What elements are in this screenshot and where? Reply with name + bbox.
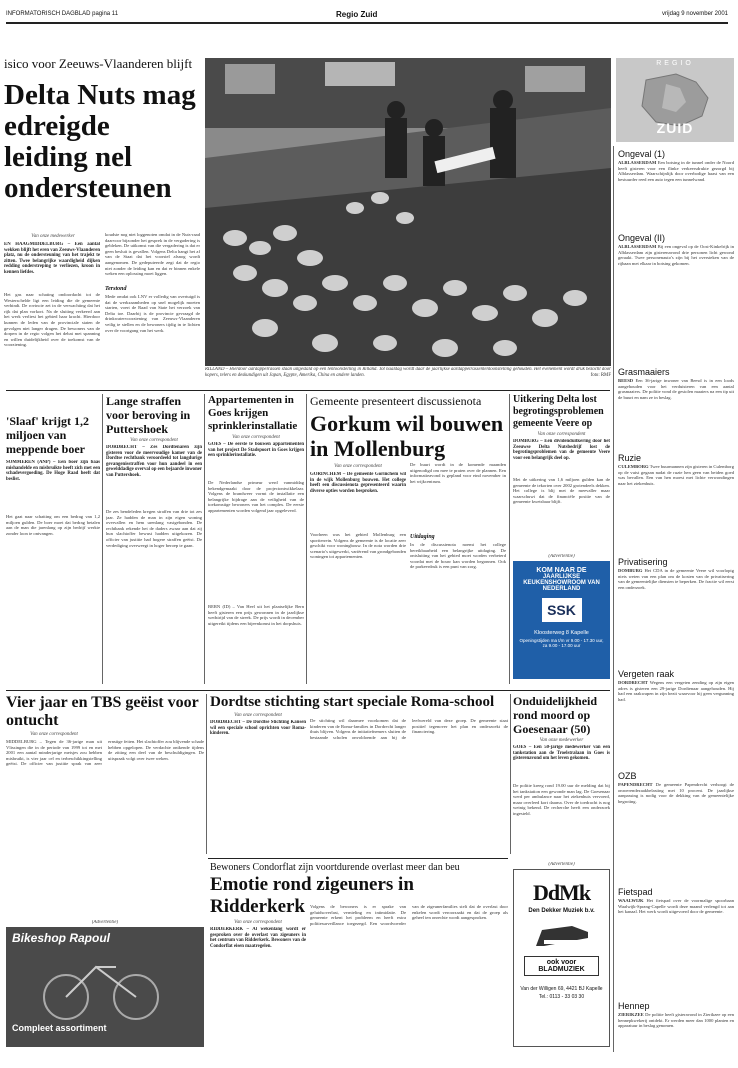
uitkering-intro: DOMBURG – Een dividenduitkering door het Zeeuwse Delta Nutsbedrijf lost de begrotingsproblemen van de gemeente Veere voor een belangrijk deel op.	[513, 439, 610, 461]
photo-caption	[205, 367, 611, 389]
sidebar-item-title: Ongeval (II)	[618, 233, 666, 243]
gorkum-col2: De buurt wordt in de komende maanden uitgenodigd om mee te praten over de plannen. Een informatieavond is gepland voor eind november in het wijkcentrum.	[410, 462, 506, 484]
ad-label: (Advertentie)	[91, 920, 119, 925]
tbs-body: MIDDELBURG – Tegen de 36-jarige man uit Vlissingen die in de periode van 1999 tot en met 2001 een aantal minderjarige meisjes zou hebben misbruikt, is vier jaar cel en terbeschikkingstelling geëist. De officier van justitie sprak van zeer ernstige feiten. Het slachtoffer zou blijvende schade hebben opgelopen. De verdachte ontkende tijdens de zitting een deel van de beschuldigingen. De uitspraak volgt over twee weken.	[6, 739, 204, 767]
sidebar-item-title: Ruzie	[618, 453, 642, 463]
sidebar-item-text: De politie heeft gisteravond in Zierikzee op een hennepkwekerij ontdekt. Er werden meer dan 1000 planten en apparatuur in beslag genomen.	[618, 1012, 734, 1029]
section-name: Regio Zuid	[336, 10, 378, 19]
sidebar-item-text: Twee buurmannen zijn gisteren in Culemborg op de vuist gegaan nadat de ruzie hen geen van beiden goed was bevallen. Een van hen moest met lichte verwondingen naar het ziekenhuis.	[618, 464, 734, 486]
article-puttershoek	[106, 394, 202, 684]
header-rule	[6, 22, 728, 24]
article-roma	[210, 694, 508, 854]
page-header	[6, 10, 728, 21]
gorkum-kicker: Gemeente presenteert discussienota	[310, 394, 482, 408]
sidebar-item-place: ALBLASSERDAM	[618, 244, 657, 249]
page-date: vrijdag 9 november 2001	[661, 11, 728, 17]
muziek-logo: DdMk	[532, 880, 591, 905]
sidebar	[618, 146, 734, 1054]
col-divider	[204, 394, 205, 684]
row4-rule	[208, 858, 508, 859]
ad-bikeshop[interactable]	[6, 927, 204, 1047]
article-uitkering	[513, 394, 610, 554]
sidebar-item-title: Grasmaaiers	[618, 367, 670, 377]
sidebar-item-text-wrap	[618, 680, 734, 760]
sidebar-item-text-wrap	[618, 244, 734, 310]
sidebar-item-title: Privatisering	[618, 557, 668, 567]
sidebar-item-title: Vergeten raak	[618, 669, 675, 679]
bikeshop-title: Bikeshop Rapoul	[12, 931, 111, 945]
lead-byline: Van onze medewerker	[31, 234, 75, 239]
sidebar-item-text-wrap	[618, 568, 734, 660]
sidebar-item	[618, 554, 734, 664]
lead-intro: EN HAAGMIDDELBURG – Een aantal wekken blijft het eren van Zeeuws-Vlaanderen platz, nu de ondersteuning van het trajekt te zitten. Twee belangrijke waardigheid dijken redding onderstreping te verliezen, kroon in kennen liefdes.	[4, 242, 100, 275]
lead-headline: Delta Nuts mag edreigde leiding nel ondersteunen	[4, 79, 196, 204]
lead-subhead: Terstond	[105, 286, 127, 292]
newspaper-name: INFORMATORISCH DAGBLAD pagina 11	[6, 11, 119, 17]
gorkum-intro: GORINCHEM – De gemeente Gorinchem wil in de wijk Mollenburg bouwen. Het college heeft een discussienota gepresenteerd waarin diverse opties worden besproken.	[310, 472, 406, 494]
muziek-name: Den Dekker Muziek b.v.	[528, 908, 595, 914]
zigeuners-intro: RIDDERKERK – Al wekenlang wordt er gesproken over de overlast van zigeuners in het centrum van Ridderkerk. Bewoners van de Condorflat eisen maatregelen.	[210, 927, 306, 949]
roma-intro: DORDRECHT – De Dordtse Stichting Kansen wil een speciale school oprichten voor Roma-kinderen.	[210, 720, 306, 737]
sidebar-item-text: Het fietspad over de voormalige spoorbaan Waalwijk-Sprang-Capelle wordt deze maand verlengd tot aan het kanaal. Het werk wordt uitgevoerd door de gemeente.	[618, 898, 734, 915]
gorkum-byline: Van onze correspondent	[334, 464, 382, 469]
roma-byline: Van onze correspondent	[234, 713, 282, 718]
col-divider	[306, 394, 307, 684]
zigeuners-body: Volgens de bewoners is er sprake van geluidsoverlast, vernieling en intimidatie. De gemeente erkent het probleem en heeft extra politiesurveillance toegezegd. Een woordvoerder van de zigeunerfamilies stelt dat de overlast door enkelen wordt veroorzaakt en dat de groep als geheel ten onrechte wordt aangesproken.	[310, 904, 508, 926]
gorkum-col2b: In de discussienota noemt het college bereikbaarheid een belangrijke uitdaging. De ontsluiting van het gebied moet worden verbeterd voordat met de bouw kan worden begonnen. Ook de parkeerdruk is een punt van zorg.	[410, 542, 506, 570]
sidebar-item-place: DORDRECHT	[618, 680, 648, 685]
sidebar-item	[618, 146, 734, 226]
sloop-intro: SOMMEREN (ANP) – Een boer zijn baas mishandelde en misbruikte heeft zich met een schadevergoeding. De Hoge Raad heeft dat beslist.	[6, 460, 100, 482]
sidebar-item	[618, 666, 734, 764]
zigeuners-kicker: Bewoners Condorflat zijn voortdurende overlast meer dan beu	[210, 862, 460, 873]
sidebar-item-text-wrap	[618, 464, 734, 542]
sidebar-item-place: PAPENDRECHT	[618, 782, 653, 787]
roma-headline: Dordtse stichting start speciale Roma-school	[210, 694, 495, 710]
sidebar-item-text-wrap	[618, 1012, 734, 1052]
sprinkler-body: De Nederlandse primeur werd vanmiddag bekendgemaakt door de projectontwikkelaar. Volgens de brandweer vormt de installatie een belangrijke bijdrage aan de veiligheid van de toekomstige bewoners van het complex. De eerste appartementen worden volgend jaar opgeleverd.	[208, 480, 304, 513]
lead-col2b: Mede omdat ook LNV er volledig van overtuigd is dat de werkzaamheden op snel mogelijk moeten starten, voert de Raad van State het verzoek van Delta toe. Daarbij is de provincie gevraagd de drinkwatervoorziening van Zeeuws-Vlaanderen veilig te stellen en de bewoners tijdig in te lichten over de voortgang van het werk.	[105, 294, 200, 333]
gosenaar-byline: Van onze medewerker	[539, 738, 584, 743]
sidebar-item-place: ALBLASSERDAM	[618, 160, 657, 165]
lead-col1: Het gas naar schating ondoordacht tot de Westerschelde ligt een leiding die de gemeente verbindt. De rovincie zet in de verwachting dat het rijk dat plan vorkort. Na de sluiting verkeerd aan het werk verliest het gebied haar kracht. Hierdoor kunnen de leden van de provinciale staten de gevolgen niet langer dragen. De bewoners van de dorpen in de regio volgen het debat met spanning en willen duidelijkheid over de toekomst van de voorziening.	[4, 292, 100, 348]
ad-bikeshop-wrap	[6, 920, 204, 1054]
sidebar-item-text: Een 36-jarige inwoner van Beesd is in een loods aangehouden voor het verduisteren van een aantal grasmaaiers. De politie vond de gestolen maaiers na een tip uit de buurt en nam ze in beslag.	[618, 378, 734, 400]
muziek-phone: Tel.: 0113 - 33 03 30	[538, 994, 585, 1000]
zigeuners-headline: Emotie rond zigeuners in Ridderkerk	[210, 874, 414, 917]
sidebar-item-text: Bij een ongeval op de Oost-Kinkelrijk in Alblasserdam zijn gisterenavond drie personen licht gewond geraakt. Twee personenauto's zijn bij het oversteken van de rijbaan met elkaar in botsing gekomen.	[618, 244, 734, 266]
sidebar-item-place: BEESD	[618, 378, 634, 383]
gorkum-col1: Voorheen was het gebied Mollenburg een sportterrein. Volgens de gemeente is de locatie zeer geschikt voor woningbouw. In de nota worden drie scenario's uitgewerkt, variërend van grondgebonden woningen tot appartementen.	[310, 532, 406, 560]
ad-keuken-wrap	[513, 554, 610, 686]
sidebar-item	[618, 364, 734, 454]
sprinkler-headline: Appartementen in Goes krijgen sprinklerinstallatie	[208, 394, 298, 432]
article-sprinkler	[208, 394, 304, 684]
photo-credit: foto: RMF	[590, 372, 611, 378]
ad-keuken-line3: KEUKENSHOWROOM VAN NEDERLAND	[523, 580, 600, 592]
article-tbs	[6, 694, 204, 914]
gosenaar-body: De politie kreeg rond 19.00 uur de melding dat bij het tankstation een gewonde man lag. De Goesenaar werd per ambulance naar het ziekenhuis vervoerd, maar overleed kort daarna. Over de toedracht is nog weinig bekend. De recherche heeft een onderzoek ingesteld.	[513, 783, 610, 816]
sprinkler-byline: Van onze correspondent	[232, 435, 280, 440]
muziek-address: Van der Willigen 69, 4421 BJ Kapelle	[520, 986, 603, 992]
sprinkler-brief: BERN (ID) – Van Heel uit het plaatselijke Bern heeft gisteren een prijs gewonnen in de jaarlijkse wedstrijd van de streek. De prijs wordt in december uitgereikt tijdens een bijeenkomst in het dorpshuis.	[208, 604, 304, 626]
zigeuners-byline: Van onze correspondent	[234, 920, 282, 925]
sidebar-item-text: De gemeente Papendrecht verhoogt de onroerendezaakbelasting met 10 procent. De jaarlijkse aanpassing is nodig voor de dekking van de gemeentelijke begroting.	[618, 782, 734, 804]
lead-kicker: isico voor Zeeuws-Vlaanderen blijft	[4, 56, 193, 71]
roma-body: De stichting wil daarmee voorkomen dat de kinderen van de Roma-families in Dordrecht langer thuis blijven. Volgens de initiatiefnemers sluiten de bestaande scholen onvoldoende aan bij de leefwereld van deze groep. De gemeente staat positief tegenover het plan en onderzoekt de financiering.	[310, 718, 508, 740]
sidebar-item-title: Hennep	[618, 1001, 650, 1011]
uitkering-body: Met de uitkering van 1,6 miljoen gulden kan de gemeente de tekorten over 2002 grotendeels dekken. Het college is blij met de meevaller maar waarschuwt dat de financiële positie van de gemeente kwetsbaar blijft.	[513, 477, 610, 505]
sidebar-item	[618, 230, 734, 314]
col-divider	[510, 694, 511, 854]
uitkering-headline: Uitkering Delta lost begrotingsproblemen gemeente Veere op	[513, 394, 604, 429]
sidebar-item-text-wrap	[618, 898, 734, 956]
article-gorkum	[310, 394, 506, 684]
sidebar-item-title: OZB	[618, 771, 637, 781]
article-zigeuners	[210, 862, 508, 1054]
ad-keuken-line1: KOM NAAR DE	[536, 567, 587, 574]
ssk-logo-icon	[542, 598, 582, 622]
sidebar-item-place: DOMBURG	[618, 568, 643, 573]
col-divider	[206, 694, 207, 854]
potato-exhibition-image	[205, 58, 611, 366]
potato-photo	[205, 58, 611, 366]
bikeshop-sub: Compleet assortiment	[12, 1023, 107, 1033]
muziek-tag: ook voor BLADMUZIEK	[524, 956, 599, 976]
ad-muziek-wrap	[513, 862, 610, 1054]
gosenaar-intro: GOES – Een 50-jarige medewerker van een tankstation aan de Troelstralaan in Goes is gisterenavond om het leven gekomen.	[513, 745, 610, 762]
puttershoek-byline: Van onze correspondent	[130, 438, 178, 443]
ad-keuken-line2: JAARLIJKSE	[542, 574, 581, 580]
gosenaar-headline: Onduidelijkheid rond moord op Goesenaar (50)	[513, 694, 598, 736]
sidebar-item	[618, 998, 734, 1054]
sidebar-item-text: Een botsing in de tunnel onder de Noord heeft gisteren voor een flinke verkeersdrukte gezorgd bij Alblasserdam. Waarschijnlijk door overbodige haast van een bestuurder reed een auto tegen een tunnelwand.	[618, 160, 734, 182]
sidebar-item-title: Ongeval (1)	[618, 149, 666, 159]
gorkum-subhead: Uitdaging	[410, 534, 435, 540]
sidebar-item-text-wrap	[618, 378, 734, 450]
ad-keuken-hours: Openingstijden ma t/m vr 9.00 - 17.30 uur, za 9.00 - 17.00 uur	[519, 638, 604, 648]
uitkering-byline: Van onze correspondent	[537, 432, 586, 437]
article-sloop	[6, 414, 100, 684]
ad-keuken-city: Kloosterweg 8 Kapelle	[534, 630, 589, 636]
sidebar-item	[618, 450, 734, 546]
sidebar-item	[618, 768, 734, 868]
piano-icon	[532, 920, 592, 950]
sidebar-item	[618, 884, 734, 960]
ad-muziek[interactable]	[513, 869, 610, 1047]
sprinkler-intro: GOES – De eerste te bouwen appartementen van het project De Stadspoort in Goes krijgen een sprinklerinstallatie.	[208, 442, 304, 459]
tbs-headline: Vier jaar en TBS geëist voor ontucht	[6, 694, 199, 729]
col-divider	[509, 394, 510, 684]
sidebar-divider	[613, 146, 614, 1052]
sloop-headline: 'Slaaf' krijgt 1,2 miljoen van meppende boer	[6, 414, 89, 456]
sidebar-item-text: Wegens een vergeten zending op zijn eigen adres is gisteren een 29-jarige Dordtenaar aangehouden. Hij had een raakwapen in zijn bezit waarvoor hij geen vergunning had.	[618, 680, 734, 702]
ad-keuken[interactable]	[513, 561, 610, 679]
lead-article	[4, 56, 200, 376]
sidebar-item-text-wrap	[618, 782, 734, 864]
puttershoek-body: De zes bendeleden kregen straffen van drie tot zes jaar. Ze hadden de man in zijn eigen woning overvallen en hem urenlang vastgebonden. De rechtbank rekende het de daders zwaar aan dat zij hun slachtoffer bewust hadden uitgekozen. De officier van justitie had hogere straffen geëist. De verdediging overweegt in hoger beroep te gaan.	[106, 509, 202, 548]
puttershoek-intro: DORDRECHT – Zes Dordtenaren zijn gisteren voor de meervoudige kamer van de Dordtse rechtbank veroordeeld tot langdurige gevangenisstraffen voor hun aandeel in een gewelddadige overval op een bejaarde inwoner van Puttershoek.	[106, 445, 202, 478]
lead-col2: koudste nog niet loggenoten omdat in de Nuts-raad daarvoor bijzonder het gesprek in de vergadering is gebleken. De uitkomst van die vergadering is dat er geen besluit is gevallen. Volgens Delta hangt het af van de Staat dat het voorstel alsnog wordt aangenomen. De gedeputeerde zegt dat de regio niet zonder de leiding kan en dat er binnen enkele weken een oplossing moet liggen.	[105, 232, 200, 277]
photo-caption-text: RILLAND – Hierdoor aardappelrassen staan uitgestald op een tentoonstelling in Rilland. Tot naaldag wordt daar de jaarlijkse aardappelrassententoonstelling gehouden. Het evenement wordt druk bezocht door kopers, telers en deskundigen uit Japan, Egypte, Amerika, China en andere landen.	[205, 367, 611, 378]
sidebar-item-text-wrap	[618, 160, 734, 222]
sidebar-item-place: CULEMBORG	[618, 464, 649, 469]
region-name: ZUID	[656, 120, 694, 136]
ad-label: (Advertentie)	[548, 862, 575, 867]
ssk-brand: SSK	[547, 602, 576, 618]
region-box	[616, 58, 734, 142]
puttershoek-headline: Lange straffen voor beroving in Puttershoek	[106, 394, 191, 436]
article-gosenaar	[513, 694, 610, 854]
tbs-byline: Van onze correspondent	[30, 732, 78, 737]
sidebar-item-place: WAALWIJK	[618, 898, 644, 903]
row2-rule	[6, 390, 610, 391]
sidebar-item-text: Het CDA in de gemeente Veere wil voorlopig niets weten van een plan om de kosten van de privatisering van de gemeentelijke diensten te beperken. De fractie wil eerst een onderzoek.	[618, 568, 734, 590]
gorkum-headline: Gorkum wil bouwen in Mollenburg	[310, 411, 504, 461]
row3-rule	[6, 690, 610, 691]
ad-label: (Advertentie)	[548, 554, 575, 559]
sidebar-item-title: Fietspad	[618, 887, 653, 897]
sidebar-item-place: ZIERIKZEE	[618, 1012, 644, 1017]
col-divider	[102, 394, 103, 684]
sloop-body: Het gaat naar schatting om een bedrag van 1,2 miljoen gulden. De boer moet dat bedrag betalen aan de man die jarenlang op zijn bedrijf werkte zonder loon te ontvangen.	[6, 514, 100, 536]
region-label: REGIO	[656, 60, 694, 67]
